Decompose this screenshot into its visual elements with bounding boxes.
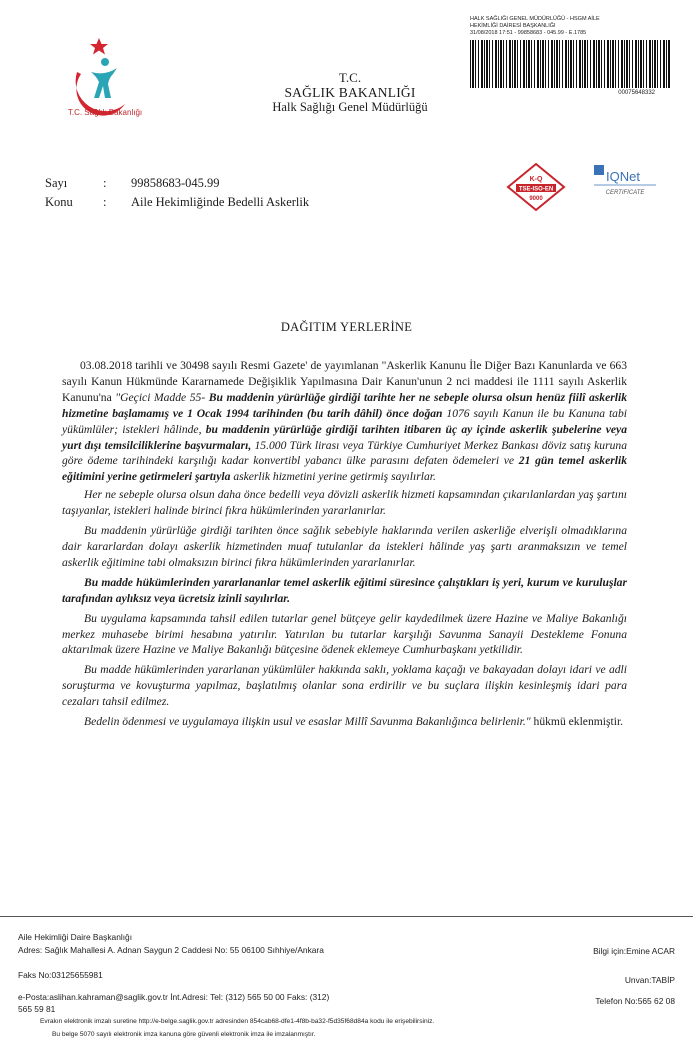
distribution-heading: DAĞITIM YERLERİNE	[280, 320, 413, 334]
organization-title	[200, 70, 500, 115]
org-line-tc: T.C.	[338, 70, 362, 85]
barcode-header	[470, 16, 675, 37]
footer-contact-person: Bilgi için:Emine ACAR	[593, 946, 675, 956]
footer-email-cont: 565 59 81	[18, 1004, 56, 1014]
sayi-label: Sayı	[45, 176, 68, 190]
footer-email: e-Posta:aslihan.kahraman@saglik.gov.tr İnt.Adresi: Tel: (312) 565 50 00 Faks: (312)	[18, 992, 330, 1002]
text-run: 03.08.2018 tarihli ve 30498 sayılı Resmi Gazete' de yayımlanan "Askerlik Kanunu İle Diğer Bazı Kanunlarda ve 663 sayılı Kanun Hükmünde Kararnamede Değişiklik Yapılmasına Dair Kanun'unun 2 nci maddesi ile 1111 sayılı Askerlik Kanunu'na	[62, 359, 627, 404]
cert2-subtitle: CERTIFICATE	[605, 190, 645, 196]
footer-department: Aile Hekimliği Daire Başkanlığı	[18, 932, 133, 942]
cert1-line: TSE-ISO-EN	[518, 186, 554, 193]
iqnet-certificate-logo	[590, 163, 660, 201]
text-run: 15.000 Türk lirası veya Türkiye Cumhuriyet Merkez Bankası döviz satış kuruna göre ödeme tarihindeki karşılığı kadar konvertibl yabancı ülke parasını defaten ödemeleri ve	[62, 438, 627, 468]
barcode-block	[470, 16, 675, 96]
reference-number-row	[45, 176, 220, 191]
paragraph: Her ne sebeple olursa olsun daha önce bedelli veya dövizli askerlik hizmeti kapsamından çıkarılanlardan yaş şartını taşıyanlar, istekleri halinde birinci fıkra hükümlerinden yararlanırlar.	[62, 488, 627, 518]
text-run: Bu maddenin yürürlüğe girdiği tarihte her ne sebeple olursa olsun henüz fiilî askerlik hizmetine başlamamış ve 1 Ocak 1994 tarihinden (bu tarih dâhil) önce doğan	[62, 390, 627, 420]
org-line-ministry: SAĞLIK BAKANLIĞI	[284, 85, 416, 100]
paragraph: Bu madde hükümlerinden yararlanan yükümlüler hakkında saklı, yoklama kaçağı ve bakayadan dolayı idari ve adli soruşturma ve kovuşturma yapılmaz, başlatılmış olanlar sona erdirilir ve bu suçlara ilişkin kesinleşmiş idari para cezaları tahsil edilmez.	[62, 663, 627, 709]
footer-title: Unvan:TABİP	[624, 975, 675, 985]
text-run: bu maddenin yürürlüğe girdiği tarihten itibaren üç ay içinde askerlik şubelerine veya yurt dışı temsilciliklerine başvurmaları,	[62, 422, 627, 452]
colon: :	[103, 195, 107, 209]
footer-esign-notice: Evrakın elektronik imzalı suretine http://e-belge.saglik.gov.tr adresinden 854cab68-dfe1-4f8b-ba32-f5d35f68d84a kodu ile erişebilirsiniz.	[40, 1018, 435, 1025]
cert1-line: K-Q	[529, 176, 543, 183]
paragraph: Bu madde hükümlerinden yararlananlar temel askerlik eğitimi süresince çalıştıkları iş yeri, kurum ve kuruluşlar tarafından aylıksız veya ücretsiz izinli sayılırlar.	[62, 575, 627, 605]
text-run: 1076 sayılı Kanun ile bu Kanuna tabi yükümlüler; istekleri hâlinde,	[62, 406, 627, 436]
paragraph	[62, 714, 627, 730]
paragraph	[62, 358, 627, 485]
footer-esign-law: Bu belge 5070 sayılı elektronik imza kanuna göre güvenli elektronik imza ile imzalanmıştır.	[52, 1031, 316, 1038]
text-run: askerlik hizmetini yerine getirmiş sayılırlar.	[230, 470, 436, 484]
text-run: "Geçici Madde 55-	[115, 390, 209, 404]
org-line-directorate: Halk Sağlığı Genel Müdürlüğü	[272, 100, 428, 114]
sayi-value: 99858683-045.99	[131, 176, 220, 190]
ministry-logo	[55, 32, 165, 132]
logo-caption: T.C. Sağlık Bakanlığı	[67, 108, 143, 117]
cert1-line: 9000	[529, 196, 543, 202]
footer-fax: Faks No:03125655981	[18, 970, 103, 980]
konu-value: Aile Hekimliğinde Bedelli Askerlik	[131, 195, 310, 209]
text-run: 21 gün temel askerlik eğitimini yerine getirmeleri şartıyla	[62, 454, 627, 484]
footer-address: Adres: Sağlık Mahallesi A. Adnan Saygun 2 Caddesi No: 55 06100 Sıhhiye/Ankara	[18, 945, 324, 955]
colon: :	[103, 176, 107, 190]
barcode-number: 00075648332	[618, 90, 655, 96]
barcode-header-line: 31/08/2018 17:51 - 99858683 - 045.99 - E.1785	[470, 30, 587, 36]
paragraph: Bu maddenin yürürlüğe girdiği tarihten önce sağlık sebebiyle haklarında verilen askerliğe elverişli olmadıklarına dair kararlardan dolayı askerlik hizmetinden muaf tutulanlar da istekleri hâlinde yaş şartı aranmaksızın ve temel askerlik eğitimine tabi olmaksızın birinci fıkra hükümlerinden yararlanırlar.	[62, 524, 627, 569]
tse-certificate-logo	[506, 162, 566, 212]
konu-label: Konu	[45, 195, 73, 209]
paragraph: Bu uygulama kapsamında tahsil edilen tutarlar genel bütçeye gelir kaydedilmek üzere Hazine ve Maliye Bakanlığı merkez muhasebe birimi hesabına yatırılır. Yatırılan bu tutarlar karşılığı Savunma Sanayii Destekleme Fonuna aktarılmak üzere Hazine ve Maliye Bakanlığı bütçesine ödenek eklemeye Cumhurbaşkanı yetkilidir.	[62, 611, 627, 657]
letter-body	[62, 358, 627, 734]
text-run: Bedelin ödenmesi ve uygulamaya ilişkin usul ve esaslar Millî Savunma Bakanlığınca belirlenir."	[84, 715, 531, 729]
footer-divider	[0, 916, 693, 917]
barcode-header-line: HALK SAĞLIĞI GENEL MÜDÜRLÜĞÜ - HSGM AİLE	[470, 16, 600, 22]
barcode-header-line: HEKİMLİĞİ DAİRESİ BAŞKANLIĞI	[470, 23, 556, 29]
barcode-image	[470, 40, 670, 88]
footer-phone: Telefon No:565 62 08	[595, 996, 675, 1006]
cert2-title: IQNet	[606, 169, 640, 184]
subject-row	[45, 195, 309, 210]
text-run: hükmü eklenmiştir.	[530, 715, 624, 729]
